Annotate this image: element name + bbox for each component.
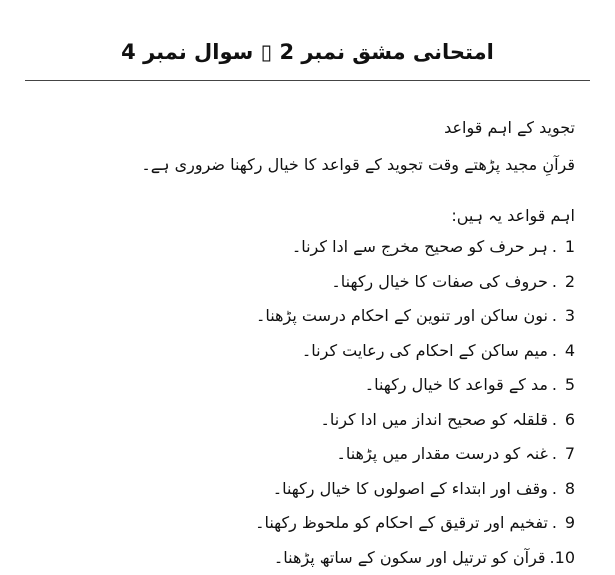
rule-item-4	[35, 334, 575, 369]
rule-number: 4	[557, 337, 575, 365]
rule-number: 9	[557, 509, 575, 537]
rule-dot: .	[552, 233, 557, 261]
rule-dot: .	[552, 475, 557, 503]
rule-dot: .	[552, 440, 557, 468]
rule-dot: .	[550, 544, 555, 572]
rule-item-9	[35, 506, 575, 541]
rule-item-5	[35, 368, 575, 403]
title-divider	[25, 80, 590, 81]
rule-number: 6	[557, 406, 575, 434]
rule-number: 7	[557, 440, 575, 468]
rule-item-6	[35, 403, 575, 438]
rule-text: قرآن کو ترتیل اور سکون کے ساتھ پڑھنا۔	[274, 544, 546, 572]
rule-number: 10	[555, 544, 575, 572]
rule-dot: .	[552, 337, 557, 365]
rule-text: ہر حرف کو صحیح مخرج سے ادا کرنا۔	[292, 233, 548, 261]
intro-heading: تجوید کے اہم قواعد	[444, 114, 575, 142]
rule-text: حروف کی صفات کا خیال رکھنا۔	[331, 268, 548, 296]
rule-text: وقف اور ابتداء کے اصولوں کا خیال رکھنا۔	[273, 475, 548, 503]
rule-dot: .	[552, 371, 557, 399]
rule-number: 3	[557, 302, 575, 330]
list-intro: اہم قواعد یہ ہیں:	[451, 202, 575, 230]
rule-number: 2	[557, 268, 575, 296]
rule-number: 1	[557, 233, 575, 261]
rule-number: 8	[557, 475, 575, 503]
rule-text: نون ساکن اور تنوین کے احکام درست پڑھنا۔	[256, 302, 548, 330]
rule-item-8	[35, 472, 575, 507]
rule-item-1	[35, 230, 575, 265]
rules-list	[35, 230, 575, 575]
rule-text: میم ساکن کے احکام کی رعایت کرنا۔	[302, 337, 548, 365]
page-title: امتحانی مشق نمبر 2 ▯ سوال نمبر 4	[0, 35, 615, 69]
intro-sentence: قرآنِ مجید پڑھتے وقت تجوید کے قواعد کا خیال رکھنا ضروری ہے۔	[141, 151, 575, 179]
rule-item-2	[35, 265, 575, 300]
rule-text: غنہ کو درست مقدار میں پڑھنا۔	[336, 440, 547, 468]
rule-dot: .	[552, 268, 557, 296]
rule-item-7	[35, 437, 575, 472]
rule-item-3	[35, 299, 575, 334]
rule-number: 5	[557, 371, 575, 399]
rule-dot: .	[552, 302, 557, 330]
rule-text: مد کے قواعد کا خیال رکھنا۔	[365, 371, 548, 399]
rule-dot: .	[552, 509, 557, 537]
rule-item-10	[35, 541, 575, 575]
rule-text: قلقلہ کو صحیح انداز میں ادا کرنا۔	[321, 406, 548, 434]
rule-text: تفخیم اور ترقیق کے احکام کو ملحوظ رکھنا۔	[255, 509, 548, 537]
rule-dot: .	[552, 406, 557, 434]
